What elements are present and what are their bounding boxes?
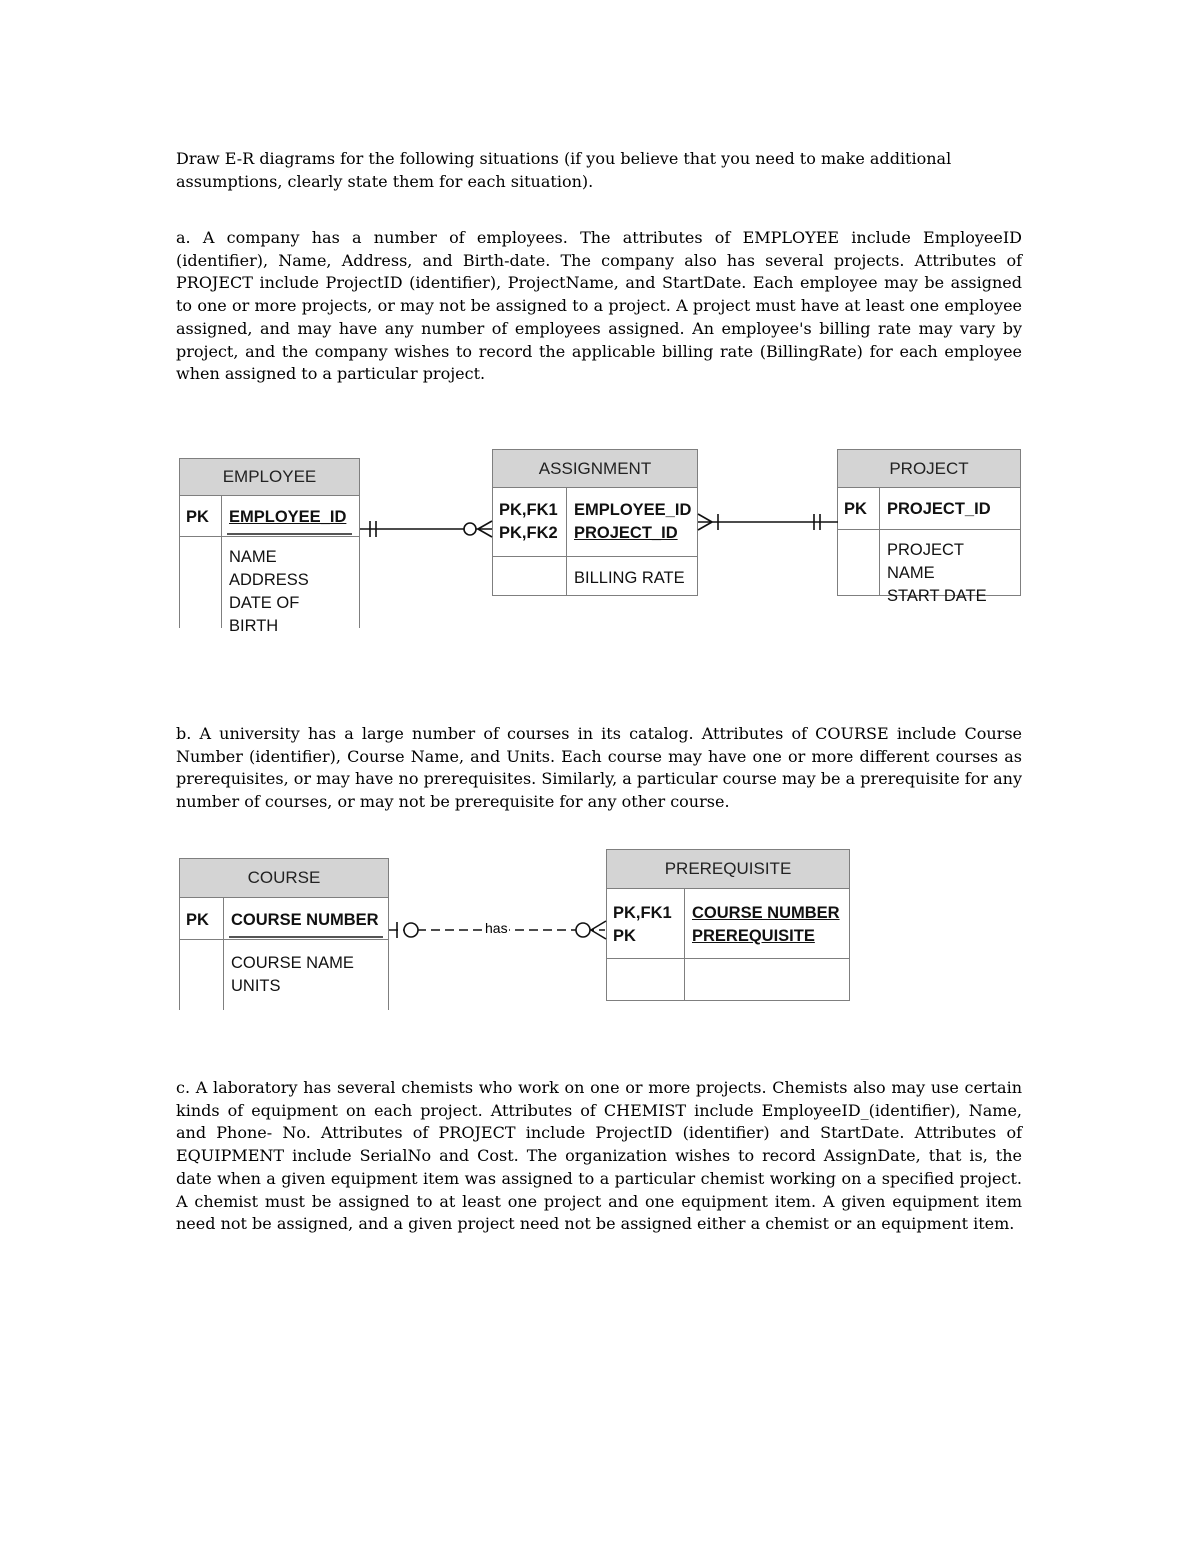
employee-assignment-relationship: [360, 515, 495, 545]
project-entity: [837, 449, 1021, 605]
zero-mark-icon: [404, 923, 418, 937]
employee-pk: EMPLOYEE_ID: [229, 508, 347, 526]
course-attrs: [224, 952, 361, 1004]
project-attrs: [880, 539, 1021, 614]
employee-attr: DATE OF BIRTH: [229, 594, 300, 635]
assignment-key: EMPLOYEE_ID: [574, 501, 692, 519]
prerequisite-key-label: PK: [613, 927, 636, 945]
course-title: COURSE: [179, 858, 389, 898]
assignment-title: ASSIGNMENT: [492, 449, 698, 488]
prerequisite-entity: [606, 849, 850, 1001]
instructions: Draw E-R diagrams for the following situations (if you believe that you need to make additional assumptions, clearly state them for each situation).: [176, 149, 952, 191]
situation-c-text: c. A laboratory has several chemists who work on one or more projects. Chemists also may use certain kinds of equipment on each project. Attributes of CHEMIST include EmployeeID_(identifier), Name, and Phone- No. Attributes of PROJECT include ProjectID (identifier) and StartDate. Attributes of EQUIPMENT include SerialNo and Cost. The organization wishes to record AssignDate, that is, the date when a given equipment item was assigned to a particular chemist working on a specified project. A chemist must be assigned to at least one project and one equipment item. A given equipment item need not be assigned, and a given project need not be assigned either a chemist or an equipment item.: [176, 1078, 1022, 1234]
employee-attr: NAME: [229, 548, 277, 566]
assignment-key-labels: [492, 493, 565, 551]
zero-mark-icon: [464, 523, 476, 535]
employee-attr: ADDRESS: [229, 571, 309, 589]
project-pk-label: PK: [844, 500, 867, 518]
employee-pk-label: PK: [186, 508, 209, 526]
situation-b-text: b. A university has a large number of courses in its catalog. Attributes of COURSE include Course Number (identifier), Course Name, and Units. Each course may have one or more different courses as prerequisites, or may have no prerequisites. Similarly, a particular course may be a prerequisite for any number of courses, or may not be prerequisite for any other course.: [176, 724, 1022, 812]
assignment-key-label: PK,FK2: [499, 524, 558, 542]
crowfoot-icon: [591, 921, 606, 930]
assignment-project-relationship: [698, 508, 838, 538]
project-title: PROJECT: [837, 449, 1021, 488]
prerequisite-key-label: PK,FK1: [613, 904, 672, 922]
situation-a-text: a. A company has a number of employees. The attributes of EMPLOYEE include EmployeeID (identifier), Name, Address, and Birth-date. The company also has several projects. Attributes of PROJECT include ProjectID (identifier), ProjectName, and StartDate. Each employee may be assigned to one or more projects, or may not be assigned to a project. A project must have at least one employee assigned, and may have any number of employees assigned. An employee's billing rate may vary by project, and the company wishes to record the applicable billing rate (BillingRate) for each employee when assigned to a particular project.: [176, 228, 1022, 384]
assignment-entity: [492, 449, 698, 596]
assignment-key: PROJECT_ID: [574, 524, 678, 542]
course-pk: COURSE NUMBER: [231, 911, 379, 929]
course-attr: UNITS: [231, 977, 281, 995]
crowfoot-icon: [478, 521, 492, 529]
project-pk: PROJECT_ID: [887, 500, 991, 518]
relationship-label: has: [485, 920, 508, 936]
prerequisite-key: COURSE NUMBER: [692, 904, 840, 922]
prerequisite-title: PREREQUISITE: [606, 849, 850, 889]
project-attr: PROJECT NAME: [887, 541, 964, 582]
prerequisite-key: PREREQUISITE: [692, 927, 815, 945]
assignment-attr: BILLING RATE: [574, 569, 685, 587]
assignment-keys: [567, 493, 698, 551]
prerequisite-keys: [685, 896, 847, 954]
project-attr: START DATE: [887, 587, 987, 605]
course-attr: COURSE NAME: [231, 954, 354, 972]
employee-title: EMPLOYEE: [179, 458, 360, 496]
prerequisite-key-labels: [606, 896, 679, 954]
assignment-key-label: PK,FK1: [499, 501, 558, 519]
course-entity: [179, 858, 389, 1010]
crowfoot-icon: [698, 514, 712, 522]
employee-attrs: [222, 546, 360, 644]
zero-mark-icon: [576, 923, 590, 937]
course-pk-label: PK: [186, 911, 209, 929]
employee-entity: [179, 458, 360, 635]
